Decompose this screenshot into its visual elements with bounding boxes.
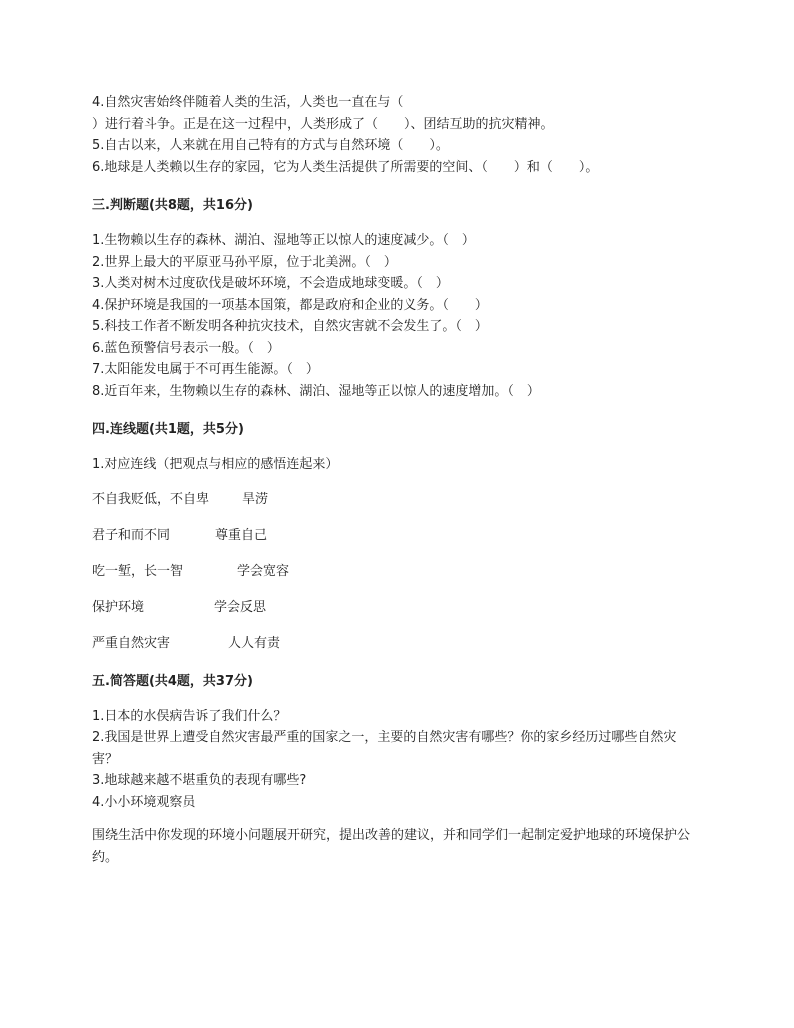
section-true-false (92, 195, 712, 402)
section-title: 四.连线题(共1题，共5分) (92, 422, 244, 437)
match-left: 吃一堑，长一智 (92, 563, 184, 579)
question-item: 8.近百年来，生物赖以生存的森林、湖泊、湿地等正以惊人的速度增加。（ ） (92, 383, 540, 399)
match-pair (92, 633, 712, 654)
match-right: 旱涝 (242, 491, 269, 507)
match-left: 君子和而不同 (92, 527, 171, 543)
section-title: 五.简答题(共4题，共37分) (92, 673, 253, 689)
fill-blank-line: 4.自然灾害始终伴随着人类的生活，人类也一直在与（ (92, 95, 404, 110)
match-pair (92, 561, 712, 582)
question-item: 2.世界上最大的平原亚马孙平原，位于北美洲。（ ） (92, 254, 397, 270)
match-left: 保护环境 (92, 599, 145, 615)
section-matching (92, 419, 712, 654)
fill-blank-line: 6.地球是人类赖以生存的家园，它为人类生活提供了所需要的空间、（ ）和（ ）。 (92, 159, 599, 175)
question-item: 2.我国是世界上遭受自然灾害最严重的国家之一，主要的自然灾害有哪些？你的家乡经历过哪些自然灾害？ (92, 730, 677, 767)
question-item: 1.对应连线（把观点与相应的感悟连起来） (92, 457, 339, 472)
fill-blank-line: 5.自古以来，人来就在用自己特有的方式与自然环境（ ）。 (92, 138, 449, 153)
fill-blank-continuation (92, 92, 712, 178)
section-short-answer (92, 671, 712, 869)
question-item: 7.太阳能发电属于不可再生能源。（ ） (92, 362, 319, 377)
question-item: 1.生物赖以生存的森林、湖泊、湿地等正以惊人的速度减少。（ ） (92, 233, 475, 248)
match-right: 人人有责 (228, 635, 281, 651)
question-item: 4.小小环境观察员 (92, 794, 196, 810)
question-item: 6.蓝色预警信号表示一般。（ ） (92, 340, 280, 356)
match-left: 严重自然灾害 (92, 635, 171, 651)
match-right: 学会宽容 (237, 563, 290, 579)
question-item: 1.日本的水俣病告诉了我们什么？ (92, 708, 287, 724)
section-title: 三.判断题(共8题，共16分) (92, 198, 253, 213)
match-pair (92, 525, 712, 546)
question-item: 5.科技工作者不断发明各种抗灾技术，自然灾害就不会发生了。（ ） (92, 319, 488, 334)
match-pair (92, 597, 712, 618)
question-item: 4.保护环境是我国的一项基本国策，都是政府和企业的义务。（ ） (92, 297, 488, 313)
match-pair (92, 489, 712, 510)
task-paragraph: 围绕生活中你发现的环境小问题展开研究，提出改善的建议，并和同学们一起制定爱护地球的环境保护公约。 (92, 828, 691, 865)
match-right: 尊重自己 (215, 527, 268, 543)
match-right: 学会反思 (214, 599, 267, 615)
question-item: 3.人类对树木过度砍伐是破坏环境，不会造成地球变暖。（ ） (92, 276, 449, 291)
fill-blank-line: ）进行着斗争。正是在这一过程中，人类形成了（ ）、团结互助的抗灾精神。 (92, 116, 554, 132)
worksheet-page (92, 92, 712, 868)
match-left: 不自我贬低，不自卑 (92, 491, 210, 507)
question-item: 3.地球越来越不堪重负的表现有哪些? (92, 773, 307, 788)
